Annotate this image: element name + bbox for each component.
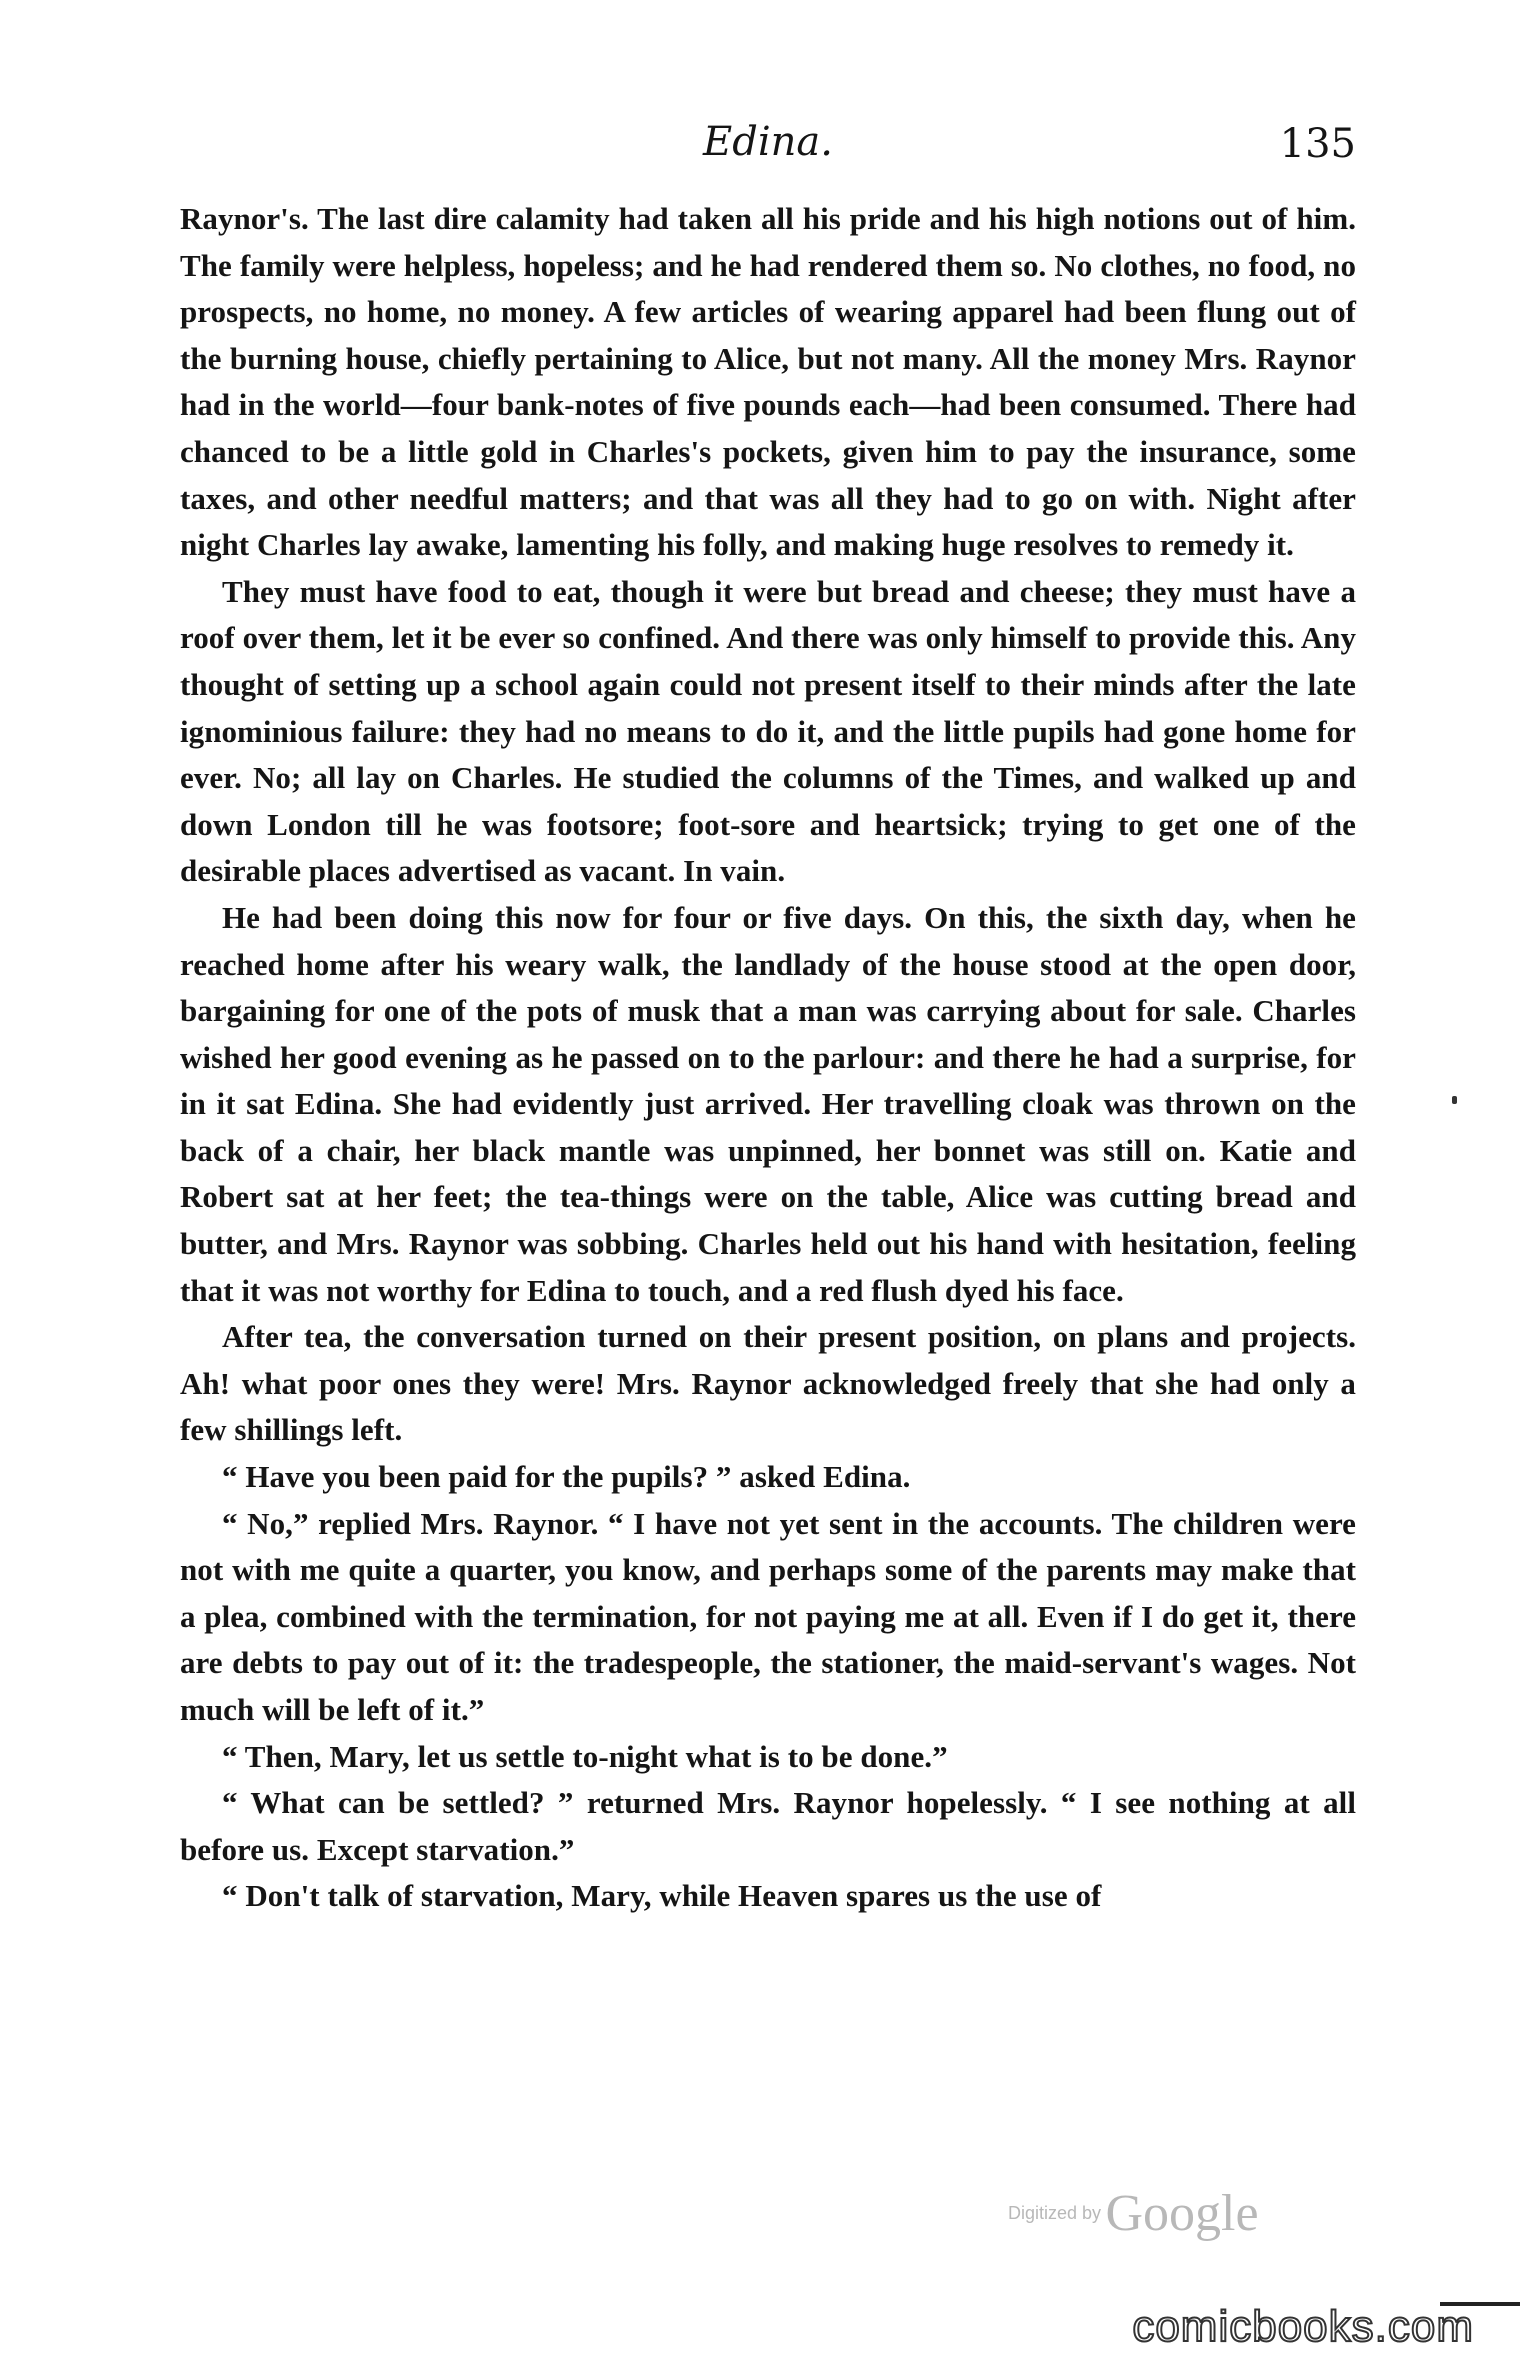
- site-watermark: comicbooks.com: [1132, 2302, 1474, 2351]
- paragraph: Raynor's. The last dire calamity had taken all his pride and his high notions out of him. The family were helpless, hopeless; and he had rendered them so. No clothes, no food, no prospects, no home, no money. A few articles of wearing apparel had been flung out of the burning house, chiefly pertaining to Alice, but not many. All the money Mrs. Raynor had in the world—four bank-notes of five pounds each—had been consumed. There had chanced to be a little gold in Charles's pockets, given him to pay the insurance, some taxes, and other needful matters; and that was all they had to go on with. Night after night Charles lay awake, lamenting his folly, and making huge resolves to remedy it.: [180, 201, 1356, 563]
- paragraph: “ Then, Mary, let us settle to-night what is to be done.”: [222, 1738, 948, 1774]
- google-logo-text: Google: [1105, 2185, 1259, 2242]
- paragraph: After tea, the conversation turned on their present position, on plans and projects. Ah! what poor ones they were! Mrs. Raynor acknowledged freely that she had only a few shillings left.: [180, 1319, 1356, 1448]
- google-watermark: [1008, 2184, 1259, 2243]
- margin-speck: [1452, 1096, 1457, 1104]
- paragraph: “ No,” replied Mrs. Raynor. “ I have not yet sent in the accounts. The children were not with me quite a quarter, you know, and perhaps some of the parents may make that a plea, combined with the termination, for not paying me at all. Even if I do get it, there are debts to pay out of it: the tradespeople, the stationer, the maid-servant's wages. Not much will be left of it.”: [180, 1505, 1356, 1727]
- paragraph: They must have food to eat, though it were but bread and cheese; they must have a roof over them, let it be ever so confined. And there was only himself to provide this. Any thought of setting up a school again could not present itself to their minds after the late ignominious failure: they had no means to do it, and the little pupils had gone home for ever. No; all lay on Charles. He studied the columns of the Times, and walked up and down London till he was footsore; foot-sore and heartsick; trying to get one of the desirable places advertised as vacant. In vain.: [180, 573, 1356, 889]
- digitized-by-text: Digitized by: [1008, 2203, 1102, 2223]
- paragraph: “ Have you been paid for the pupils? ” asked Edina.: [222, 1459, 911, 1495]
- body-text: [180, 196, 1356, 1920]
- running-title: Edina.: [703, 119, 833, 165]
- page-number: 135: [1279, 121, 1356, 167]
- page-header: [180, 112, 1356, 172]
- paragraph: “ What can be settled? ” returned Mrs. Raynor hopelessly. “ I see nothing at all before us. Except starvation.”: [180, 1785, 1356, 1867]
- paragraph: He had been doing this now for four or five days. On this, the sixth day, when he reached home after his weary walk, the landlady of the house stood at the open door, bargaining for one of the pots of musk that a man was carrying about for sale. Charles wished her good evening as he passed on to the parlour: and there he had a surprise, for in it sat Edina. She had evidently just arrived. Her travelling cloak was thrown on the back of a chair, her black mantle was unpinned, her bonnet was still on. Katie and Robert sat at her feet; the tea-things were on the table, Alice was cutting bread and butter, and Mrs. Raynor was sobbing. Charles held out his hand with hesitation, feeling that it was not worthy for Edina to touch, and a red flush dyed his face.: [180, 899, 1356, 1308]
- paragraph: “ Don't talk of starvation, Mary, while Heaven spares us the use of: [222, 1878, 1102, 1914]
